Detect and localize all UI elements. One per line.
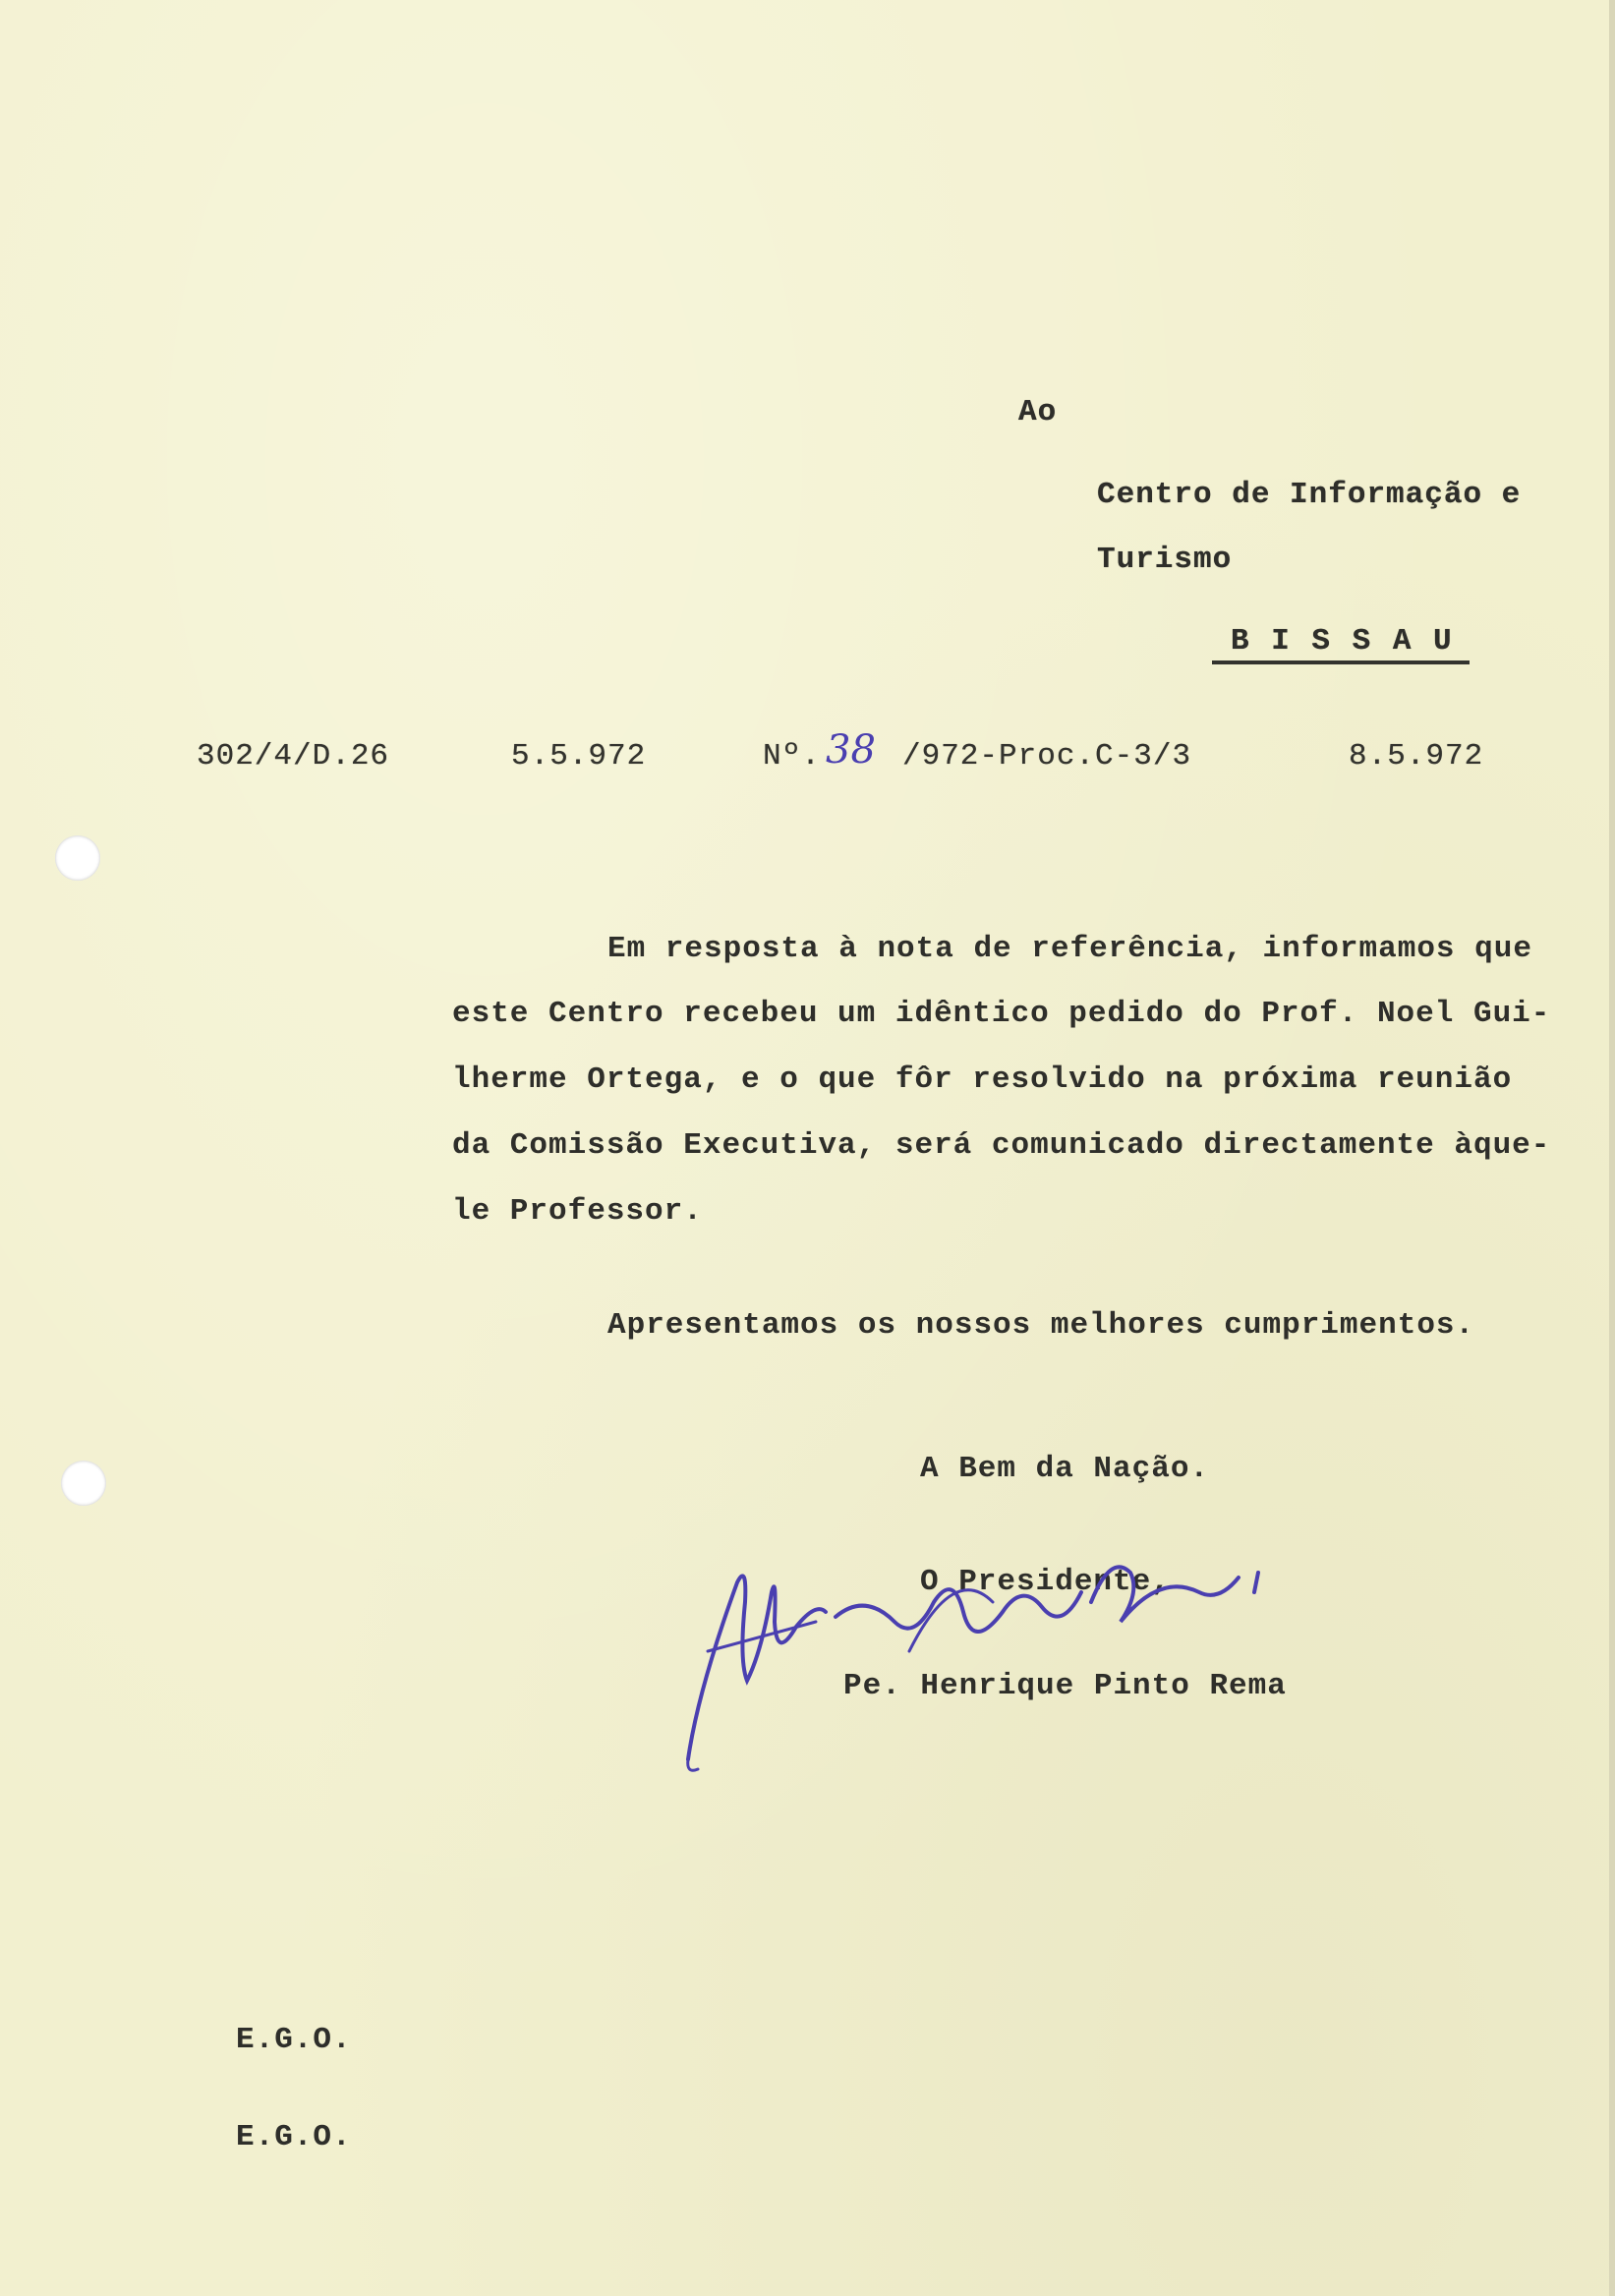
handwritten-signature [668, 1533, 1445, 1789]
page-edge [1609, 0, 1615, 2296]
body-line-2: este Centro recebeu um idêntico pedido do Prof. Noel Gui- [452, 997, 1551, 1031]
copy-mark-2: E.G.O. [236, 2120, 352, 2154]
body-line-1: Em resposta à nota de referência, informamos que [607, 932, 1532, 966]
body-line-5: le Professor. [452, 1194, 703, 1229]
reply-date: 8.5.972 [1349, 739, 1484, 774]
reference-date: 5.5.972 [511, 739, 647, 774]
reference-code: 302/4/D.26 [197, 739, 390, 774]
city-underline [1212, 660, 1470, 664]
salutation: Ao [1018, 395, 1058, 430]
number-prefix: Nº. [763, 739, 821, 774]
closing-line: Apresentamos os nossos melhores cumprimentos. [607, 1308, 1475, 1343]
addressee-org-line1: Centro de Informação e [1097, 478, 1522, 512]
punch-hole-bottom [61, 1461, 106, 1506]
body-line-3: lherme Ortega, e o que fôr resolvido na próxima reunião [452, 1062, 1513, 1097]
handwritten-number: 38 [826, 727, 876, 773]
body-line-4: da Comissão Executiva, será comunicado directamente àque- [452, 1128, 1551, 1163]
number-suffix: /972-Proc.C-3/3 [902, 739, 1192, 774]
punch-hole-top [55, 835, 100, 881]
addressee-org-line2: Turismo [1097, 543, 1233, 577]
addressee-city: B I S S A U [1231, 624, 1454, 659]
motto: A Bem da Nação. [920, 1452, 1210, 1486]
signatory-title: O Presidente, [920, 1565, 1171, 1599]
copy-mark-1: E.G.O. [236, 2023, 352, 2057]
signatory-name: Pe. Henrique Pinto Rema [843, 1669, 1287, 1703]
